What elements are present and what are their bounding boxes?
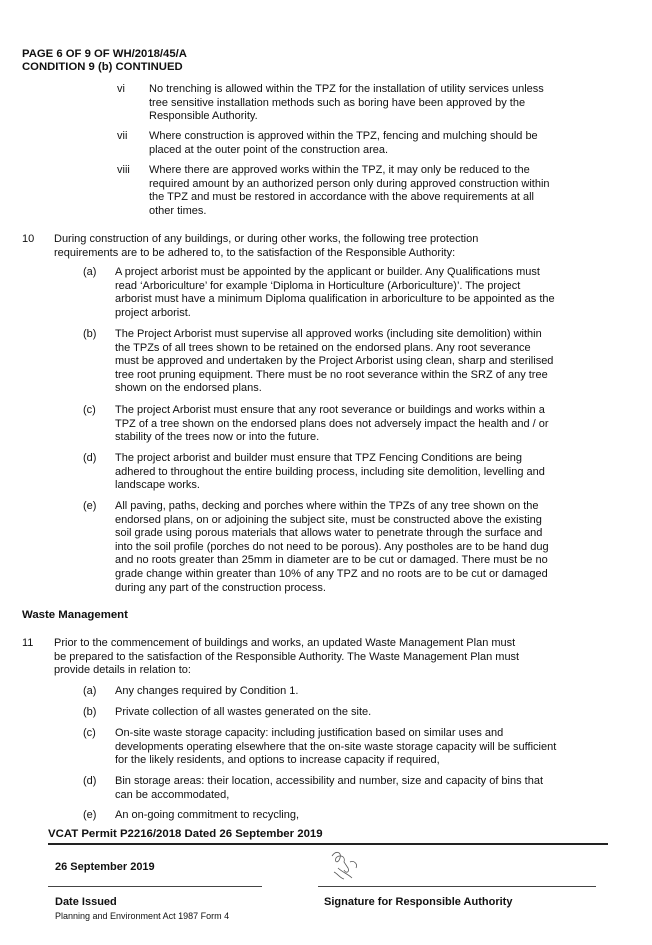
item-text-line: the TPZ and must be restored in accordance with the above requirements at all [149,191,535,204]
item-number: (b) [83,706,97,718]
item-text-line: developments operating elsewhere that the on-site waste storage capacity will be sufficient [115,740,557,753]
item-text-line: during any part of the construction process. [115,581,326,594]
item-text-line: be prepared to the satisfaction of the Responsible Authority. The Waste Management Plan must [54,650,520,663]
item-text-line: tree root pruning equipment. There must be no root severance within the SRZ of any tree [115,368,548,381]
item-text-line: shown on the endorsed plans. [115,382,262,395]
item-number: (e) [83,500,97,512]
item-text-line: adhered to throughout the entire building process, including site demolition, levelling and [115,465,545,478]
date-issued-value: 26 September 2019 [55,861,155,873]
item-text-line: provide details in relation to: [54,664,191,677]
item-text-line: tree sensitive installation methods such as boring have been approved by the [149,96,526,109]
condition-continued-line: CONDITION 9 (b) CONTINUED [22,61,183,73]
item-text-line: Prior to the commencement of buildings and works, an updated Waste Management Plan must [54,637,516,649]
item-number: viii [117,164,130,176]
item-text-line: Any changes required by Condition 1. [115,685,299,697]
form-reference: Planning and Environment Act 1987 Form 4 [55,911,230,921]
item-number: (d) [83,452,97,464]
page-header [22,48,187,74]
item-text-line: No trenching is allowed within the TPZ for the installation of utility services unless [149,83,544,95]
item-number: vi [117,83,125,95]
item-text-line: The project Arborist must ensure that any root severance or buildings and works within a [115,404,545,416]
item-number: (a) [83,685,97,697]
item-text-line: Bin storage areas: their location, accessibility and number, size and capacity of bins that [115,775,544,787]
item-text-line: read ‘Arboriculture’ for example ‘Diploma in Horticulture (Arboriculture)’. The project [115,279,521,292]
item-text-line: requirements are to be adhered to, to the satisfaction of the Responsible Authority: [54,246,456,259]
item-text-line: Where there are approved works within the TPZ, it may only be reduced to the [149,164,530,176]
item-text-line: Responsible Authority. [149,110,258,123]
waste-management-heading: Waste Management [22,609,128,621]
item-text-line: An on-going commitment to recycling, [115,809,300,821]
item-text-line: Where construction is approved within the TPZ, fencing and mulching should be [149,130,538,142]
date-signature-line [48,886,262,887]
handwritten-signature [326,848,366,882]
signature-label: Signature for Responsible Authority [324,896,513,908]
item-number: 10 [22,233,35,245]
footer-divider [48,843,608,845]
item-text-line: A project arborist must be appointed by the applicant or builder. Any Qualifications must [115,266,540,278]
item-text-line: project arborist. [115,306,191,319]
item-text-line: grade change within greater than 10% of any TPZ and no roots are to be cut or damaged [115,568,548,580]
item-text-line: for the likely residents, and options to increase capacity if required, [115,754,440,767]
item-text-line: stability of the trees now or into the future. [115,431,320,444]
item-text-line: arborist must have a minimum Diploma qualification in arboriculture to be appointed as the [115,293,555,306]
item-text-line: the TPZs of all trees shown to be retained on the endorsed plans. Any root severance [115,341,531,354]
page-number-line: PAGE 6 OF 9 OF WH/2018/45/A [22,48,187,60]
item-number: (c) [83,727,96,739]
item-text-line: The project arborist and builder must ensure that TPZ Fencing Conditions are being [115,452,523,464]
item-text-line: All paving, paths, decking and porches where within the TPZs of any tree shown on the [115,500,539,512]
item-number: (a) [83,266,97,278]
item-text-line: must be approved and undertaken by the Project Arborist using clean, sharp and sterilised [115,355,554,368]
authority-signature-line [318,886,596,887]
item-text-line: During construction of any buildings, or during other works, the following tree protection [54,233,479,245]
item-text-line: endorsed plans, on or adjoining the subject site, must be constructed above the existing [115,513,542,526]
vcat-permit-line: VCAT Permit P2216/2018 Dated 26 September 2019 [48,828,323,840]
item-number: (b) [83,328,97,340]
item-number: (c) [83,404,96,416]
item-text-line: Private collection of all wastes generated on the site. [115,706,372,718]
item-text-line: other times. [149,204,207,217]
item-text-line: On-site waste storage capacity: including justification based on similar uses and [115,727,504,739]
item-number: (e) [83,809,97,821]
item-text-line: placed at the outer point of the construction area. [149,143,389,156]
item-number: (d) [83,775,97,787]
item-text-line: The Project Arborist must supervise all approved works (including site demolition) within [115,328,542,340]
date-issued-label: Date Issued [55,896,117,908]
item-text-line: TPZ of a tree shown on the endorsed plans does not adversely impact the health and / or [115,417,549,430]
item-text-line: landscape works. [115,479,200,492]
item-text-line: can be accommodated, [115,788,230,801]
item-text-line: required amount by an authorized person only during approved construction within [149,177,550,190]
item-text-line: soil grade using porous materials that allows water to penetrate through the surface and [115,527,543,540]
item-number: vii [117,130,128,142]
item-number: 11 [22,637,34,649]
item-text-line: and no roots greater than 25mm in diameter are to be cut or damaged. There must be no [115,554,548,567]
item-text-line: into the soil profile (porches do not need to be porous). Any postholes are to be hand dug [115,540,549,553]
